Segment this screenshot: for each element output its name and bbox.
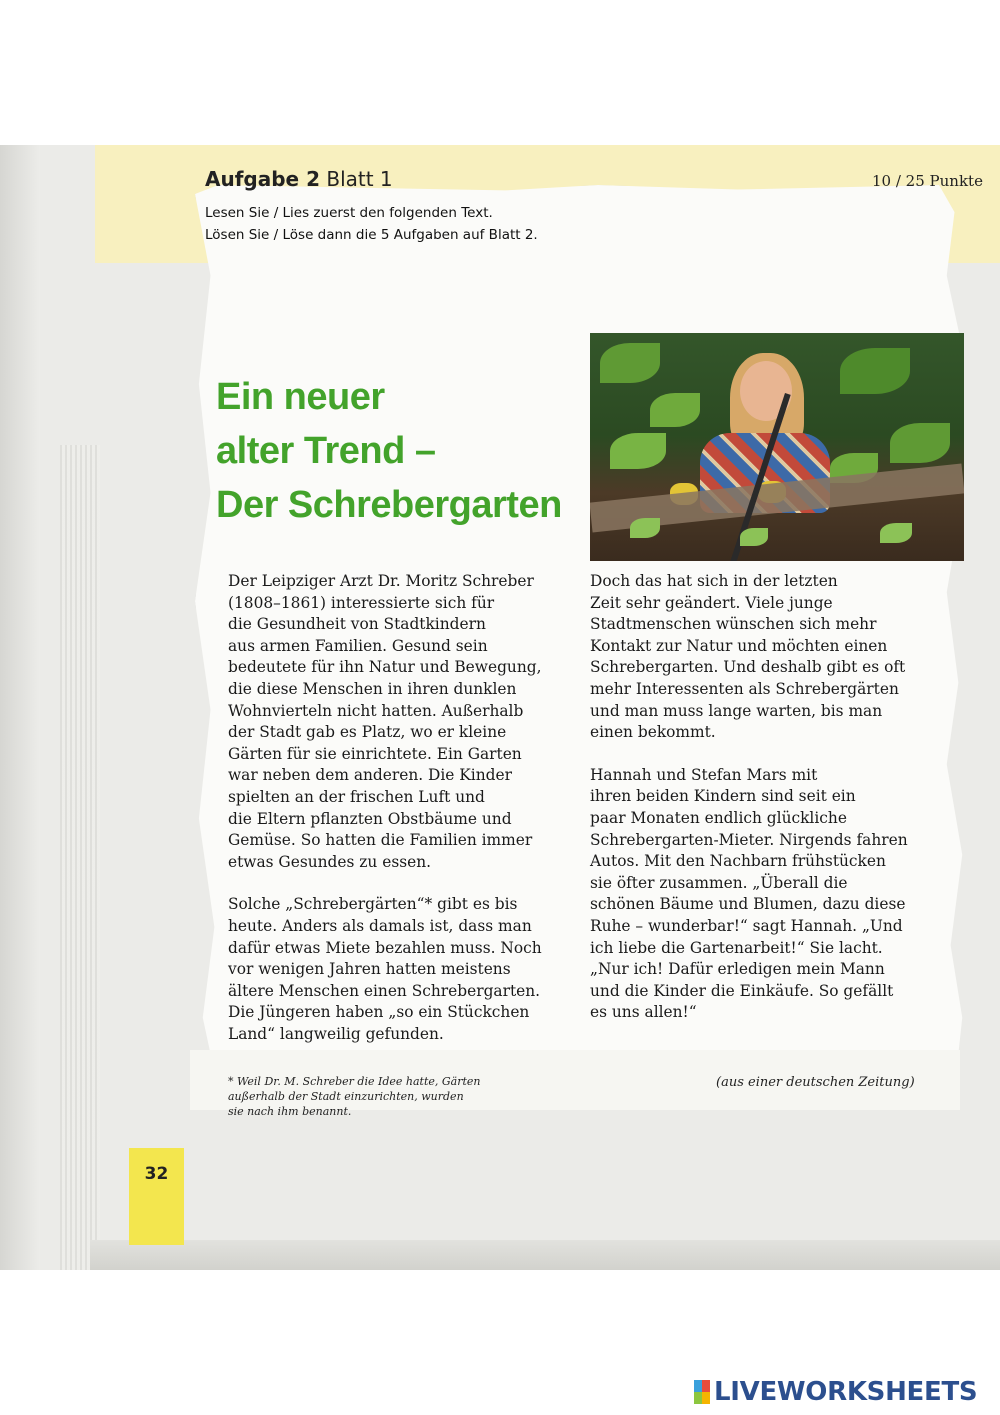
text-line: (1808–1861) interessierte sich für (228, 593, 495, 612)
text-line: Solche „Schrebergärten“* gibt es bis (228, 895, 518, 914)
title-line: alter Trend – (216, 430, 436, 472)
paragraph-gap (228, 873, 542, 894)
article-title (216, 370, 562, 532)
logo-square (694, 1380, 702, 1392)
title-line: Ein neuer (216, 376, 385, 418)
text-line: „Nur ich! Dafür erledigen mein Mann (590, 960, 885, 979)
text-line: einen bekommt. (590, 723, 716, 742)
page-bottom-shadow (90, 1240, 1000, 1270)
leaf-shape (610, 433, 666, 469)
text-line: ich liebe die Gartenarbeit!“ Sie lacht. (590, 938, 883, 957)
page-stack (60, 445, 100, 1270)
instruction-line: Lösen Sie / Löse dann die 5 Aufgaben auf Blatt 2. (205, 227, 538, 243)
text-line: Stadtmenschen wünschen sich mehr (590, 615, 877, 634)
instruction-line: Lesen Sie / Lies zuerst den folgenden Text. (205, 205, 493, 221)
sheet-number: Blatt 1 (326, 167, 393, 191)
text-line: spielten an der frischen Luft und (228, 787, 485, 806)
text-line: der Stadt gab es Platz, wo er kleine (228, 723, 507, 742)
page-number: 32 (144, 1164, 169, 1184)
text-line: Schrebergarten. Und deshalb gibt es oft (590, 658, 906, 677)
source-note: (aus einer deutschen Zeitung) (716, 1075, 915, 1090)
text-line: die Eltern pflanzten Obstbäume und (228, 809, 512, 828)
text-line: Die Jüngeren haben „so ein Stückchen (228, 1003, 530, 1022)
task-number: Aufgabe 2 (205, 167, 320, 191)
book-edge (0, 145, 40, 1270)
text-line: Schrebergarten-Mieter. Nirgends fahren (590, 830, 908, 849)
leaf-shape (890, 423, 950, 463)
task-title (205, 167, 393, 191)
liveworksheets-logo-icon (694, 1380, 710, 1404)
text-line: Gärten für sie einrichtete. Ein Garten (228, 744, 522, 763)
text-line: ihren beiden Kindern sind seit ein (590, 787, 856, 806)
text-line: schönen Bäume und Blumen, dazu diese (590, 895, 906, 914)
text-line: Hannah und Stefan Mars mit (590, 765, 818, 784)
logo-square (702, 1380, 710, 1392)
text-line: aus armen Familien. Gesund sein (228, 636, 488, 655)
text-line: Doch das hat sich in der letzten (590, 572, 838, 590)
text-line: paar Monaten endlich glückliche (590, 808, 847, 827)
footnote-line: außerhalb der Stadt einzurichten, wurden (228, 1090, 464, 1103)
seedling-shape (740, 528, 768, 546)
text-line: bedeutete für ihn Natur und Bewegung, (228, 658, 542, 677)
text-line: dafür etwas Miete bezahlen muss. Noch (228, 938, 542, 957)
text-line: vor wenigen Jahren hatten meistens (228, 960, 511, 979)
footnote (228, 1074, 481, 1119)
paragraph-gap (590, 744, 908, 765)
text-line: die Gesundheit von Stadtkindern (228, 615, 486, 634)
title-line: Der Schrebergarten (216, 484, 562, 526)
text-line: es uns allen!“ (590, 1003, 697, 1022)
text-line: Kontakt zur Natur und möchten einen (590, 636, 888, 655)
text-line: Gemüse. So hatten die Familien immer (228, 831, 533, 850)
logo-text: LIVEWORKSHEETS (714, 1377, 978, 1407)
leaf-shape (650, 393, 700, 427)
text-line: etwas Gesundes zu essen. (228, 852, 432, 871)
text-line: war neben dem anderen. Die Kinder (228, 766, 512, 785)
text-line: Ruhe – wunderbar!“ sagt Hannah. „Und (590, 916, 903, 935)
gardening-photo (590, 333, 964, 561)
text-line: sie öfter zusammen. „Überall die (590, 873, 848, 892)
text-line: Autos. Mit den Nachbarn frühstücken (590, 852, 886, 871)
leaf-shape (840, 348, 910, 394)
footnote-line: sie nach ihm benannt. (228, 1105, 352, 1118)
text-line: Zeit sehr geändert. Viele junge (590, 593, 833, 612)
text-line: Wohnvierteln nicht hatten. Außerhalb (228, 701, 524, 720)
seedling-shape (630, 518, 660, 538)
text-line: heute. Anders als damals ist, dass man (228, 916, 532, 935)
text-line: Land“ langweilig gefunden. (228, 1024, 444, 1043)
text-line: ältere Menschen einen Schrebergarten. (228, 981, 541, 1000)
footnote-line: * Weil Dr. M. Schreber die Idee hatte, Gärten (228, 1075, 481, 1088)
logo-square (694, 1392, 702, 1404)
text-line: die diese Menschen in ihren dunklen (228, 679, 517, 698)
text-line: und die Kinder die Einkäufe. So gefällt (590, 981, 894, 1000)
text-line: und man muss lange warten, bis man (590, 701, 883, 720)
leaf-shape (600, 343, 660, 383)
liveworksheets-logo[interactable] (694, 1377, 977, 1407)
seedling-shape (880, 523, 912, 543)
logo-square (702, 1392, 710, 1404)
text-line: Der Leipziger Arzt Dr. Moritz Schreber (228, 572, 534, 590)
article-left-column (228, 571, 542, 1045)
page-number-box (129, 1148, 184, 1245)
points-label: 10 / 25 Punkte (872, 172, 983, 190)
article-right-column (590, 571, 908, 1024)
text-line: mehr Interessenten als Schrebergärten (590, 679, 899, 698)
